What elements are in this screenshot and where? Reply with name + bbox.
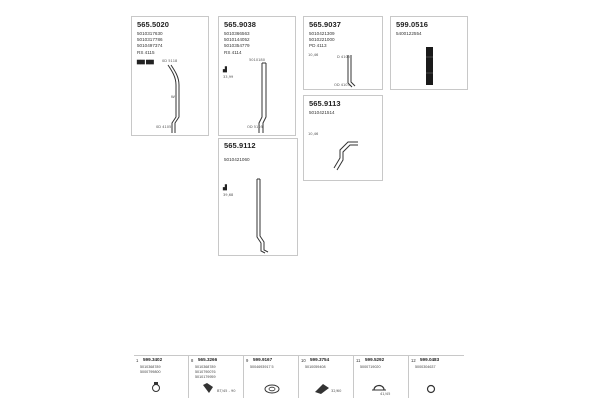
accessory-cell[interactable] (244, 356, 299, 398)
outer-diameter-label: 5010180 (249, 58, 266, 62)
gasket-icon (244, 356, 299, 398)
oem-ref: 5000799800 (140, 369, 161, 374)
part-number: 565.9113 (309, 99, 341, 108)
part-card-565-9112[interactable] (218, 138, 298, 256)
exhaust-pipe-drawing (219, 17, 297, 137)
oem-ref: 5010317630 (137, 31, 163, 36)
ring-icon (409, 356, 464, 398)
oem-ref: 5010421514 (309, 110, 335, 115)
vehicle-icons: ▆▆ ▆▆ (137, 59, 154, 65)
part-card-599-0516[interactable] (390, 16, 468, 90)
oem-ref: 5010354779 (224, 43, 250, 49)
oem-ref: 5010221000 (309, 37, 335, 43)
accessory-part-number: 599.0483 (420, 357, 440, 362)
part-number: 565.5020 (137, 20, 170, 29)
dimension-label: 41/45 (380, 392, 391, 396)
clamp-icon (134, 356, 189, 398)
outer-diameter-label: D 4105 (337, 55, 351, 59)
accessory-part-number: 599.3402 (143, 357, 163, 362)
accessory-part-number: 599.3754 (310, 357, 330, 362)
outer-diameter-label: 0D 5118 (162, 59, 178, 63)
oem-ref: 5010421309 (309, 31, 335, 36)
oem-ref: 5010421060 (224, 157, 250, 162)
accessory-index: 12 (411, 358, 416, 363)
oem-ref: 5000719020 (360, 365, 381, 369)
length-label: 10,46 (308, 132, 319, 136)
oem-ref: RS 4115 (137, 49, 155, 55)
vehicle-icon: ▟ (223, 67, 227, 73)
part-card-565-5020[interactable] (131, 16, 209, 136)
part-card-565-9038[interactable] (218, 16, 296, 136)
dimension-label: 32/60 (331, 389, 342, 393)
accessory-cell[interactable] (409, 356, 464, 398)
clamp-set-icon (299, 356, 354, 398)
svg-text:W: W (171, 94, 175, 99)
length-label: 33,99 (223, 75, 234, 79)
accessory-cell[interactable] (299, 356, 354, 398)
outer-diameter-label: OD 5105 (247, 125, 263, 129)
accessory-index: 9 (246, 358, 249, 363)
vehicle-icon: ▟ (223, 185, 227, 191)
part-number: 599.0516 (396, 20, 429, 29)
part-card-565-9037[interactable] (303, 16, 383, 90)
dimension-label: BT/45 - 90 (217, 389, 236, 393)
oem-ref: PD 4113 (309, 43, 327, 49)
accessory-index: 8 (191, 358, 194, 363)
accessory-index: 11 (356, 358, 361, 363)
exhaust-pipe-drawing (304, 96, 384, 182)
oem-ref: RS 4114 (224, 49, 242, 55)
length-label: 39,68 (223, 193, 234, 197)
oem-ref: 5400122554 (396, 31, 422, 36)
part-number: 565.9038 (224, 20, 257, 29)
flexible-pipe-drawing (391, 17, 469, 91)
part-number: 565.9112 (224, 141, 256, 150)
oem-ref: 5010368789 (140, 365, 161, 369)
oem-ref: 5000304637 (415, 365, 436, 369)
outer-diameter-label: 0D 4105 (156, 125, 172, 129)
oem-ref: 5004693917 5 (250, 365, 274, 369)
part-card-565-9113[interactable] (303, 95, 383, 181)
accessory-cell[interactable] (354, 356, 409, 398)
oem-ref: 5010368789 (195, 365, 216, 369)
part-number: 565.9037 (309, 20, 342, 29)
exhaust-pipe-drawing (132, 17, 210, 137)
oem-ref: 5010179959 (195, 374, 216, 379)
oem-ref: 5010366563 (224, 31, 250, 36)
accessory-part-number: 599.5292 (365, 357, 385, 362)
accessory-index: 1 (136, 358, 139, 363)
exhaust-pipe-drawing (304, 17, 384, 91)
accessory-cell[interactable] (134, 356, 189, 398)
length-label: 10,46 (308, 53, 319, 57)
oem-ref: 5010144052 (224, 37, 250, 43)
exhaust-pipe-drawing (219, 139, 299, 257)
accessory-part-number: 599.9167 (253, 357, 273, 362)
accessory-part-number: 565.3266 (198, 357, 218, 362)
accessory-cell[interactable] (189, 356, 244, 398)
accessories-strip (134, 355, 464, 398)
oem-ref: 5010497374 (137, 43, 163, 49)
oem-ref: 5010790076 (195, 369, 216, 374)
outer-diameter-label: OD 4105 (334, 83, 350, 87)
accessory-index: 10 (301, 358, 306, 363)
oem-ref: 5010059408 (305, 365, 326, 369)
oem-ref: 5010317786 (137, 37, 163, 43)
